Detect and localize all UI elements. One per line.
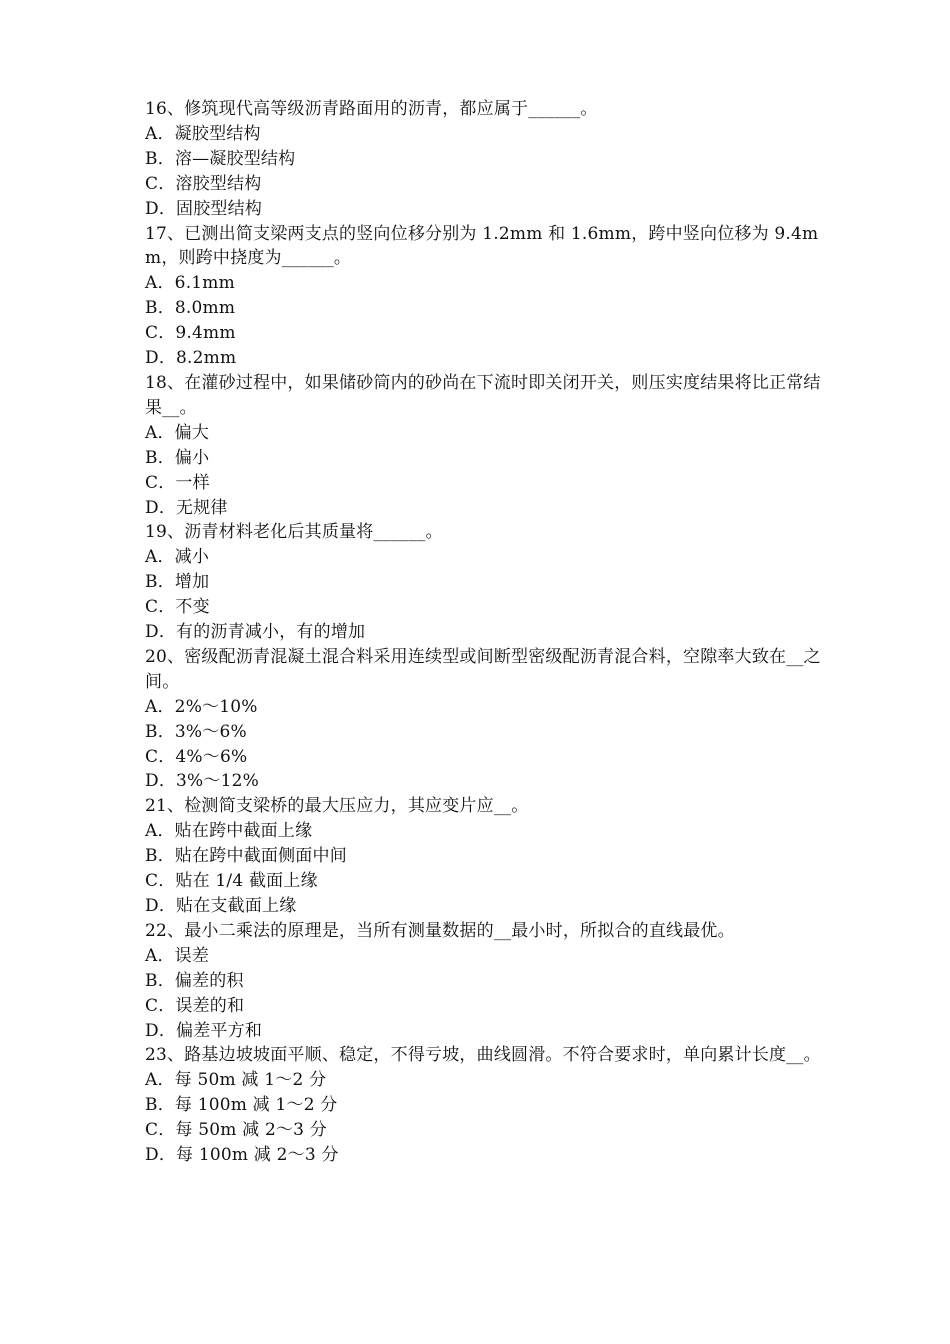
- question-22: [145, 919, 825, 1044]
- question-text: 20、密级配沥青混凝土混合料采用连续型或间断型密级配沥青混合料，空隙率大致在__之间。: [145, 646, 821, 692]
- option-c: C．误差的和: [145, 995, 245, 1016]
- question-text: 21、检测简支梁桥的最大压应力，其应变片应__。: [145, 796, 529, 817]
- question-text: 23、路基边坡坡面平顺、稳定，不得亏坡，曲线圆滑。不符合要求时，单向累计长度__。: [145, 1045, 821, 1066]
- option-d: D．有的沥青减小，有的增加: [145, 622, 366, 643]
- option-b: B．偏差的积: [145, 970, 244, 991]
- option-b: B．3%～6%: [145, 721, 247, 742]
- option-b: B．溶—凝胶型结构: [145, 148, 296, 169]
- option-c: C．每 50m 减 2～3 分: [145, 1120, 328, 1141]
- option-c: C．贴在 1/4 截面上缘: [145, 871, 318, 892]
- option-c: C．溶胶型结构: [145, 173, 262, 194]
- option-c: C．不变: [145, 597, 210, 618]
- option-b: B．8.0mm: [145, 298, 236, 319]
- option-d: D．每 100m 减 2～3 分: [145, 1145, 339, 1166]
- option-b: B．贴在跨中截面侧面中间: [145, 846, 347, 867]
- option-c: C．9.4mm: [145, 323, 236, 344]
- question-19: [145, 520, 825, 645]
- question-17: [145, 222, 825, 371]
- question-list: [145, 97, 825, 1168]
- option-a: A．凝胶型结构: [145, 123, 261, 144]
- question-text: 17、已测出简支梁两支点的竖向位移分别为 1.2mm 和 1.6mm，跨中竖向位移为 9.4mm，则跨中挠度为______。: [145, 223, 819, 269]
- option-d: D．3%～12%: [145, 771, 259, 792]
- option-a: A．2%～10%: [145, 696, 258, 717]
- option-b: B．增加: [145, 572, 210, 593]
- question-text: 16、修筑现代高等级沥青路面用的沥青，都应属于______。: [145, 99, 598, 119]
- option-b: B．每 100m 减 1～2 分: [145, 1095, 338, 1116]
- option-a: A．贴在跨中截面上缘: [145, 821, 313, 842]
- option-d: D．无规律: [145, 497, 228, 518]
- question-20: [145, 645, 825, 794]
- question-text: 18、在灌砂过程中，如果储砂筒内的砂尚在下流时即关闭开关，则压实度结果将比正常结果__。: [145, 372, 821, 418]
- option-b: B．偏小: [145, 447, 210, 468]
- option-d: D．8.2mm: [145, 348, 237, 369]
- question-text: 22、最小二乘法的原理是，当所有测量数据的__最小时，所拟合的直线最优。: [145, 920, 735, 941]
- option-c: C．一样: [145, 472, 210, 493]
- option-a: A．误差: [145, 945, 210, 966]
- question-text: 19、沥青材料老化后其质量将______。: [145, 522, 443, 543]
- option-c: C．4%～6%: [145, 746, 248, 767]
- option-a: A．每 50m 减 1～2 分: [145, 1070, 327, 1091]
- option-a: A．偏大: [145, 422, 210, 443]
- option-d: D．贴在支截面上缘: [145, 896, 297, 916]
- question-16: [145, 97, 825, 222]
- option-d: D．偏差平方和: [145, 1020, 263, 1041]
- question-18: [145, 371, 825, 520]
- option-d: D．固胶型结构: [145, 198, 263, 219]
- option-a: A．6.1mm: [145, 273, 235, 294]
- option-a: A．减小: [145, 547, 210, 568]
- question-21: [145, 794, 825, 919]
- question-23: [145, 1043, 825, 1168]
